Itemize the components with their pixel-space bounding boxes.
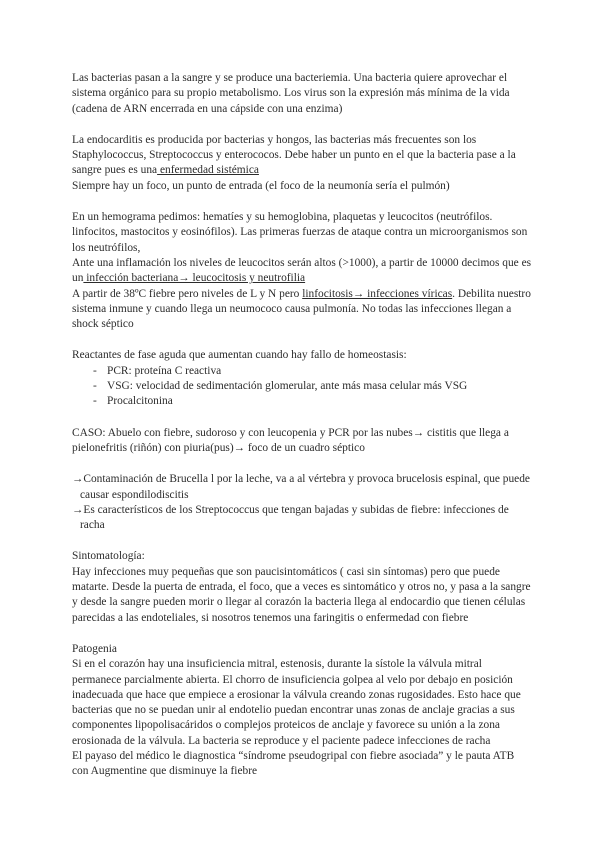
paragraph-inflamacion: Ante una inflamación los niveles de leucocitos serán altos (>1000), a partir de 10000 decimos que es un infección bacteriana→ leucocitosis y neutrofilia	[72, 256, 532, 285]
paragraph-fiebre: A partir de 38ºC fiebre pero niveles de L y N pero linfocitosis→ infecciones víricas. Debilita nuestro sistema inmune y cuando llega un neumococo causa pulmonía. No todas las infecciones llegan a shock séptico	[72, 287, 531, 331]
underlined-enfermedad-sistemica: enfermedad sistémica	[157, 164, 259, 177]
paragraph-diagnostico: El payaso del médico le diagnostica “síndrome pseudogripal con fiebre asociada” y le pauta ATB con Augmentine que disminuye la fiebre	[72, 749, 515, 778]
paragraph-sintomatologia: Hay infecciones muy pequeñas que son paucisintomáticos ( casi sin síntomas) pero que puede matarte. Desde la puerta de entrada, el foco, que a veces es sintomático y otros no, y pasa a la sangre y desde la sangre pueden morir o llegar al corazón la bacteria llega al endocardio que tienen células parecidas a las endoteliales, si nosotros tenemos una faringitis o enfermedad con fiebre	[72, 565, 531, 624]
list-item: - VSG: velocidad de sedimentación glomerular, ante más masa celular más VSG	[72, 379, 532, 394]
note-streptococcus: →Es característicos de los Streptococcus que tengan bajadas y subidas de fiebre: infecciones de racha	[72, 503, 509, 532]
heading-patogenia: Patogenia	[72, 642, 117, 655]
heading-sintomatologia: Sintomatología:	[72, 550, 145, 563]
paragraph-endocarditis: La endocarditis es producida por bacterias y hongos, las bacterias más frecuentes son los Staphylococcus, Streptococcus y enterococos. Debe haber un punto en el que la bacteria pase a la sangre pues es una enfermedad sistémica	[72, 133, 516, 177]
list-item: - Procalcitonina	[72, 394, 532, 409]
reactantes-list	[72, 364, 532, 410]
list-item: - PCR: proteína C reactiva	[72, 364, 532, 379]
reactantes-intro: Reactantes de fase aguda que aumentan cuando hay fallo de homeostasis:	[72, 349, 407, 362]
paragraph-foco: Siempre hay un foco, un punto de entrada (el foco de la neumonía sería el pulmón)	[72, 179, 450, 192]
paragraph-patogenia: Si en el corazón hay una insuficiencia mitral, estenosis, durante la sístole la válvula mitral permanece parcialmente abierta. El chorro de insuficiencia golpea al velo por debajo en posición inadecuada que hace que empiece a erosionar la válvula creando zonas rugosidades. Esto hace que bacterias que no se puedan unir al endotelio puedan encontrar unas zonas de anclaje gracias a sus componentes lipopolisacáridos o complejos proteicos de anclaje y favorece su unión a la zona erosionada de la válvula. La bacteria se reproduce y el paciente padece infecciones de racha	[72, 658, 521, 747]
paragraph-hemograma: En un hemograma pedimos: hematíes y su hemoglobina, plaquetas y leucocitos (neutrófilos. linfocitos, mastocitos y eosinófilos). Las primeras fuerzas de ataque contra un microorganismos son los neutrófilos,	[72, 211, 528, 254]
paragraph-caso: CASO: Abuelo con fiebre, sudoroso y con leucopenia y PCR por las nubes→ cistitis que llega a pielonefritis (riñón) con piuria(pus)→ foco de un cuadro séptico	[72, 426, 509, 454]
document-body	[72, 71, 532, 780]
note-brucella: →Contaminación de Brucella l por la leche, va a al vértebra y provoca brucelosis espinal, que puede causar espondilodiscitis	[72, 473, 530, 501]
underlined-linfocitosis: linfocitosis→ infecciones víricas	[302, 287, 453, 300]
underlined-infeccion-bacteriana: infección bacteriana→ leucocitosis y neutrofilia	[83, 272, 306, 285]
paragraph-bacteriemia: Las bacterias pasan a la sangre y se produce una bacteriemia. Una bacteria quiere aprovechar el sistema orgánico para su propio metabolismo. Los virus son la expresión más mínima de la vida (cadena de ARN encerrada en una cápside con una enzima)	[72, 72, 510, 115]
